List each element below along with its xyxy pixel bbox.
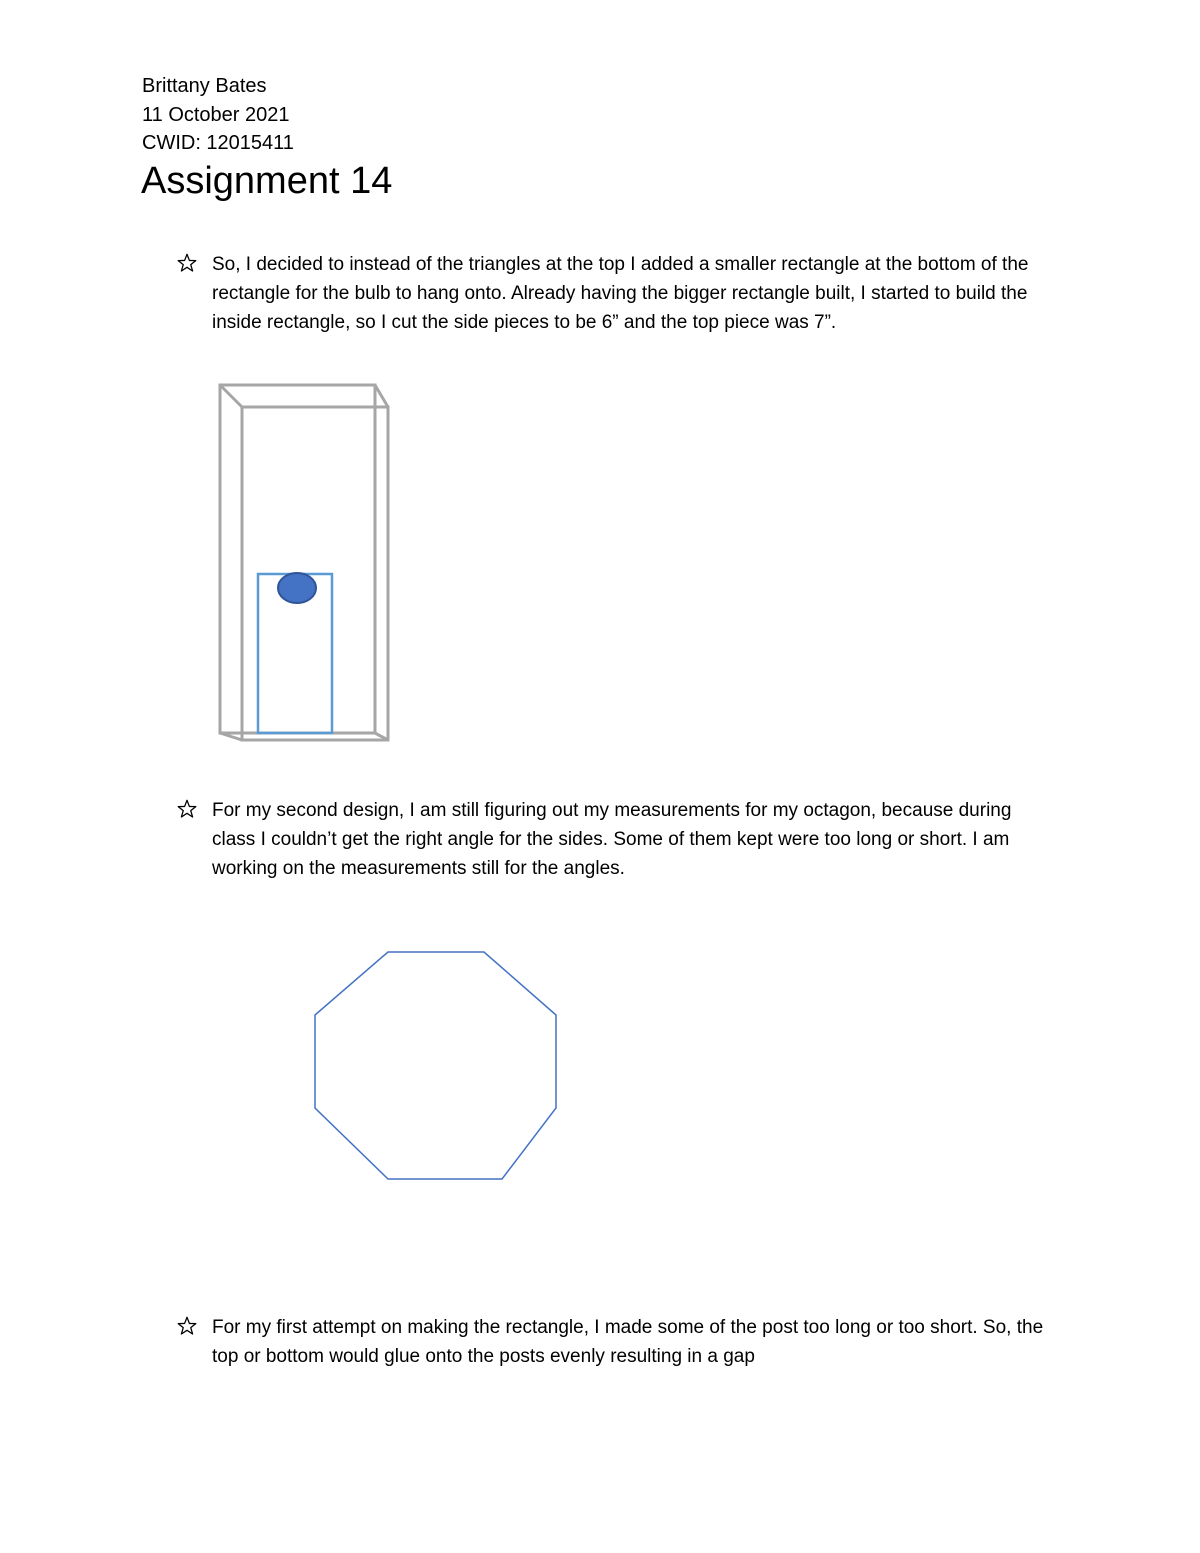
octagon-shape — [315, 952, 556, 1179]
bullet-item — [176, 796, 1056, 883]
octagon-diagram — [308, 944, 564, 1188]
lamp-box-diagram — [210, 376, 400, 748]
star-outline-icon — [176, 1315, 198, 1337]
document-title: Assignment 14 — [141, 160, 393, 202]
bullet-text: For my second design, I am still figuring out my measurements for my octagon, because during class I couldn’t get the right angle for the sides. Some of them kept were too long or short. I am working on the measurements still for the angles. — [212, 800, 1012, 879]
outer-box-wireframe — [220, 385, 388, 740]
cwid-line: CWID: 12015411 — [142, 132, 294, 154]
bullet-item — [176, 250, 1056, 337]
bullet-text: So, I decided to instead of the triangles at the top I added a smaller rectangle at the bottom of the rectangle for the bulb to hang onto. Already having the bigger rectangle built, I started to build the inside rectangle, so I cut the side pieces to be 6” and the top piece was 7”. — [212, 254, 1029, 333]
bullet-text: For my first attempt on making the rectangle, I made some of the post too long or too short. So, the top or bottom would glue onto the posts evenly resulting in a gap — [212, 1317, 1044, 1367]
document-date: 11 October 2021 — [142, 104, 290, 126]
bulb-shape — [278, 573, 316, 603]
star-outline-icon — [176, 252, 198, 274]
author-name: Brittany Bates — [142, 75, 267, 97]
bullet-item — [176, 1313, 1056, 1371]
star-outline-icon — [176, 798, 198, 820]
